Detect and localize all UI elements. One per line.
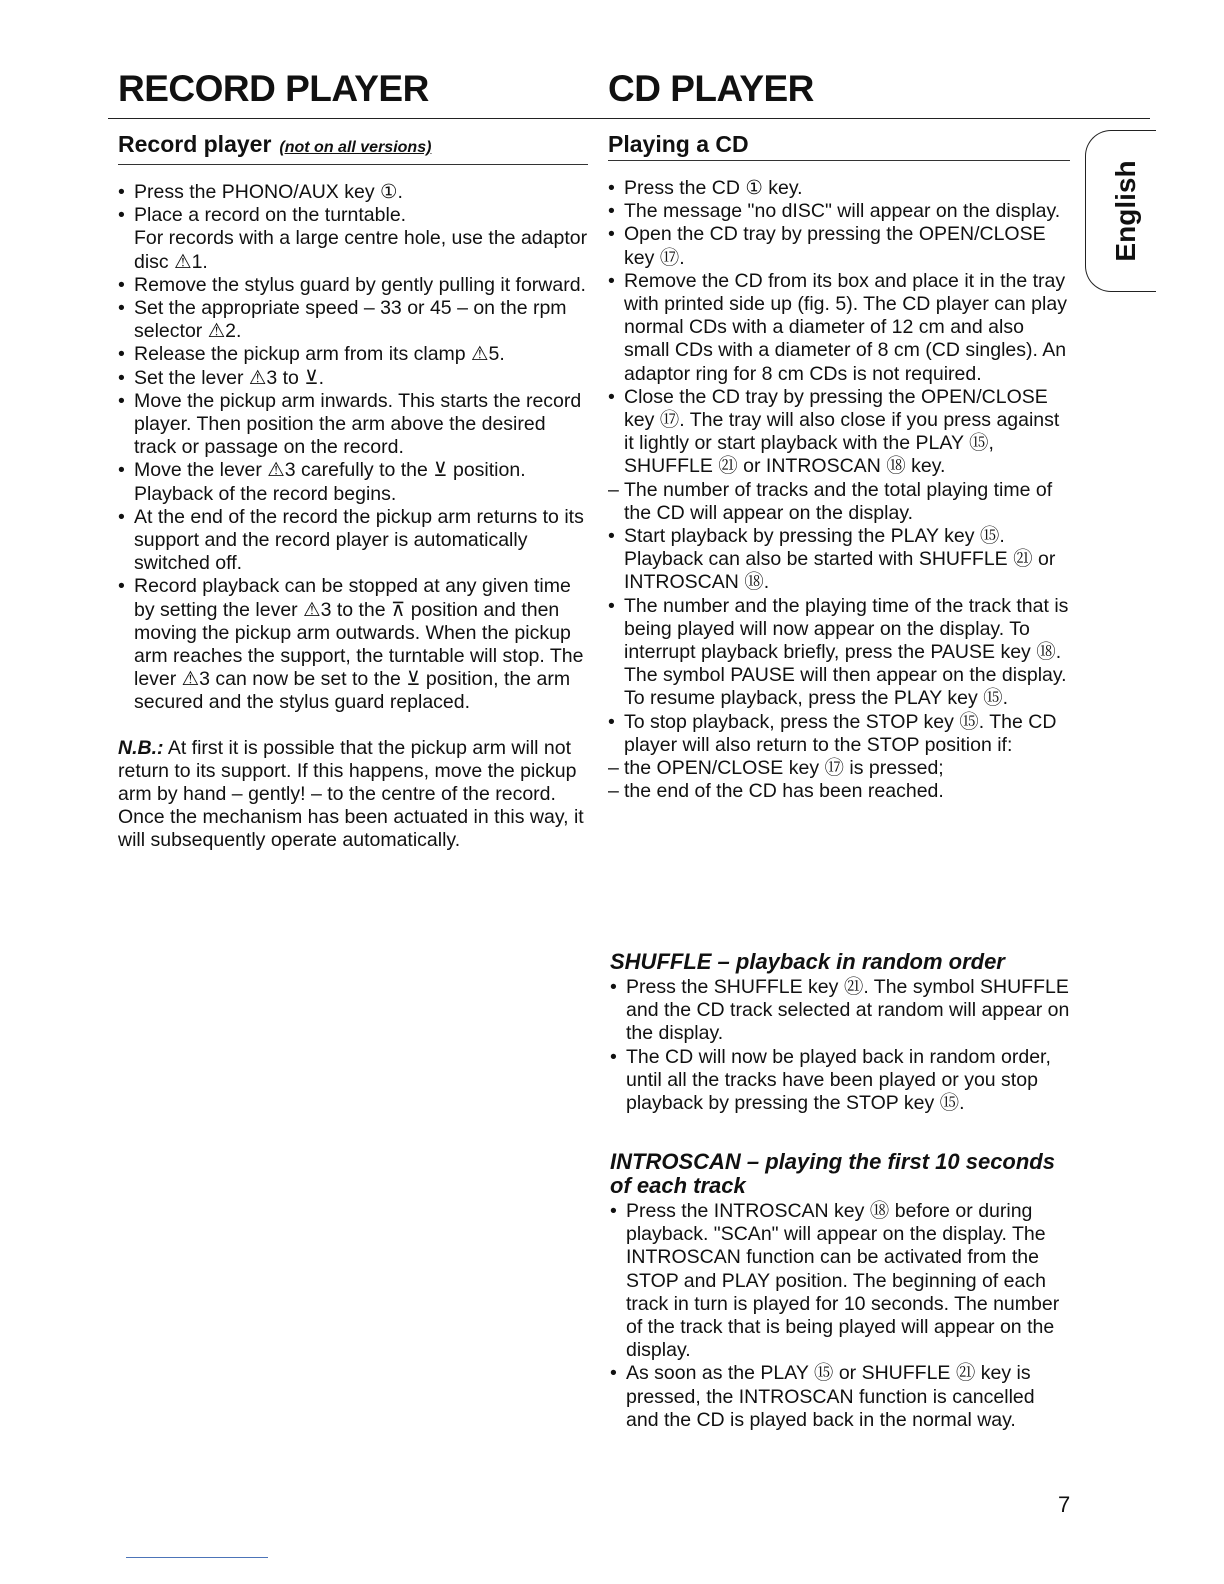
playing-cd-steps [608, 177, 1070, 803]
language-tab [1085, 130, 1156, 292]
language-tab-label: English [1110, 160, 1141, 262]
list-item: – the end of the CD has been reached. [608, 780, 1070, 803]
record-player-title-text: Record player [118, 131, 272, 157]
playing-cd-section [608, 130, 1070, 803]
introscan-steps [610, 1200, 1070, 1432]
list-item: – the OPEN/CLOSE key ⑰ is pressed; [608, 757, 1070, 780]
list-item: • Set the appropriate speed – 33 or 45 – on the rpm selector ⚠2. [118, 297, 588, 343]
record-player-heading: RECORD PLAYER [118, 68, 429, 109]
shuffle-title: SHUFFLE – playback in random order [610, 949, 1005, 974]
list-item: – The number of tracks and the total playing time of the CD will appear on the display. [608, 479, 1070, 525]
list-item: • Place a record on the turntable. [118, 204, 588, 227]
record-player-note: (not on all versions) [279, 139, 432, 156]
list-item: • Set the lever ⚠3 to ⊻. [118, 367, 588, 390]
list-item: • Press the SHUFFLE key ㉑. The symbol SHUFFLE and the CD track selected at random will appear on the display. [610, 976, 1070, 1046]
list-item: • Start playback by pressing the PLAY key ⑮. Playback can also be started with SHUFFLE ㉑ or INTROSCAN ⑱. [608, 525, 1070, 595]
nb-note [118, 737, 588, 853]
list-item: • Release the pickup arm from its clamp ⚠5. [118, 343, 588, 366]
list-item: • Close the CD tray by pressing the OPEN/CLOSE key ⑰. The tray will also close if you press against it lightly or start playback with the PLAY ⑮, SHUFFLE ㉑ or INTROSCAN ⑱ key. [608, 386, 1070, 479]
record-player-title [118, 130, 588, 165]
list-item: • Move the lever ⚠3 carefully to the ⊻ position. Playback of the record begins. [118, 459, 588, 505]
list-item: • Press the CD ① key. [608, 177, 1070, 200]
shuffle-steps [610, 976, 1070, 1115]
record-player-steps [118, 181, 588, 715]
footer-rule [126, 1557, 268, 1558]
list-item: • Press the INTROSCAN key ⑱ before or during playback. "SCAn" will appear on the display. The INTROSCAN function can be activated from the STOP and PLAY position. The beginning of each track in turn is played for 10 seconds. The number of the track that is being played will appear on the display. [610, 1200, 1070, 1362]
list-item: • Remove the stylus guard by gently pulling it forward. [118, 274, 588, 297]
list-item: • Open the CD tray by pressing the OPEN/CLOSE key ⑰. [608, 223, 1070, 269]
cd-player-heading: CD PLAYER [608, 68, 814, 109]
list-item: • At the end of the record the pickup arm returns to its support and the record player is automatically switched off. [118, 506, 588, 576]
list-item: • As soon as the PLAY ⑮ or SHUFFLE ㉑ key is pressed, the INTROSCAN function is cancelled and the CD is played back in the normal way. [610, 1362, 1070, 1432]
page-number: 7 [1058, 1492, 1071, 1517]
list-item: • Remove the CD from its box and place it in the tray with printed side up (fig. 5). The CD player can play normal CDs with a diameter of 12 cm and also small CDs with a diameter of 8 cm (CD singles). An adaptor ring for 8 cm CDs is not required. [608, 270, 1070, 386]
list-item: • To stop playback, press the STOP key ⑮. The CD player will also return to the STOP position if: [608, 711, 1070, 757]
list-item: • Record playback can be stopped at any given time by setting the lever ⚠3 to the ⊼ position and then moving the pickup arm outwards. When the pickup arm reaches the support, the turntable will stop. The lever ⚠3 can now be set to the ⊻ position, the arm secured and the stylus guard replaced. [118, 575, 588, 714]
nb-label: N.B.: [118, 736, 164, 759]
record-player-section [118, 130, 588, 872]
header-divider [108, 118, 1150, 119]
introscan-title [610, 1150, 1070, 1198]
playing-cd-title: Playing a CD [608, 130, 1070, 161]
list-item: • The message "no dISC" will appear on the display. [608, 200, 1070, 223]
introscan-title-line2: of each track [610, 1173, 746, 1198]
introscan-section [610, 1150, 1070, 1432]
list-item: For records with a large centre hole, use the adaptor disc ⚠1. [134, 227, 588, 273]
list-item: • The number and the playing time of the track that is being played will now appear on the display. To interrupt playback briefly, press the PAUSE key ⑱. The symbol PAUSE will then appear on the display. To resume playback, press the PLAY key ⑮. [608, 595, 1070, 711]
nb-text: At first it is possible that the pickup arm will not return to its support. If this happens, move the pickup arm by hand – gently! – to the centre of the record. Once the mechanism has been actuated in this way, it will subsequently operate automatically. [118, 736, 584, 852]
list-item: • The CD will now be played back in random order, until all the tracks have been played or you stop playback by pressing the STOP key ⑮. [610, 1046, 1070, 1116]
shuffle-section [610, 950, 1070, 1115]
list-item: • Move the pickup arm inwards. This starts the record player. Then position the arm above the desired track or passage on the record. [118, 390, 588, 460]
introscan-title-line1: INTROSCAN – playing the first 10 seconds [610, 1149, 1055, 1174]
list-item: • Press the PHONO/AUX key ①. [118, 181, 588, 204]
